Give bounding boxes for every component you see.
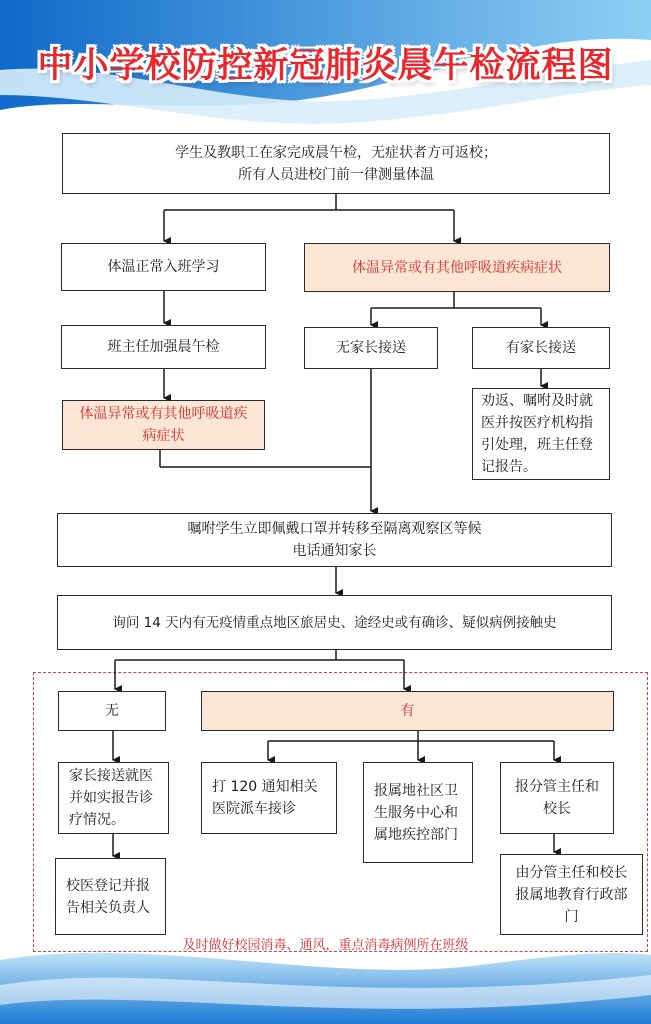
- none-box: 无: [58, 691, 166, 731]
- call-120-box: 打 120 通知相关医院派车接诊: [201, 762, 337, 834]
- normal-temp-box: 体温正常入班学习: [61, 243, 266, 291]
- no-parent-box: 无家长接送: [304, 327, 438, 369]
- teacher-check-box: 班主任加强晨午检: [61, 325, 266, 369]
- start-line2: 所有人员进校门前一律测量体温: [238, 166, 434, 183]
- isolate-line2: 电话通知家长: [292, 543, 377, 559]
- yes-box: 有: [201, 691, 614, 731]
- report-edu-box: 由分管主任和校长报属地教育行政部门: [500, 854, 643, 935]
- abnormal-top-box: 体温异常或有其他呼吸道疾病症状: [304, 243, 610, 292]
- advise-return-box: 劝返、嘱咐及时就医并按医疗机构指引处理，班主任登记报告。: [472, 388, 610, 480]
- report-community-box: 报属地社区卫生服务中心和属地疾控部门: [363, 762, 473, 863]
- abnormal-left-box: 体温异常或有其他呼吸道疾病症状: [62, 400, 265, 450]
- inquire-box: 询问 14 天内有无疫情重点地区旅居史、途经史或有确诊、疑似病例接触史: [57, 595, 612, 650]
- isolate-box: [57, 513, 612, 567]
- has-parent-box: 有家长接送: [472, 327, 610, 369]
- start-box: [62, 133, 610, 194]
- parent-pickup-box: 家长接送就医并如实报告诊疗情况。: [58, 762, 169, 834]
- school-doctor-box: 校医登记并报告相关负责人: [55, 858, 166, 935]
- report-principal-box: 报分管主任和校长: [500, 762, 614, 834]
- isolate-line1: 嘱咐学生立即佩戴口罩并转移至隔离观察区等候: [187, 521, 482, 537]
- start-line1: 学生及教职工在家完成晨午检，无症状者方可返校；: [175, 144, 497, 161]
- footer-note: 及时做好校园消毒、通风，重点消毒病例所在班级: [182, 938, 469, 953]
- page-title: 中小学校防控新冠肺炎晨午检流程图: [37, 46, 614, 86]
